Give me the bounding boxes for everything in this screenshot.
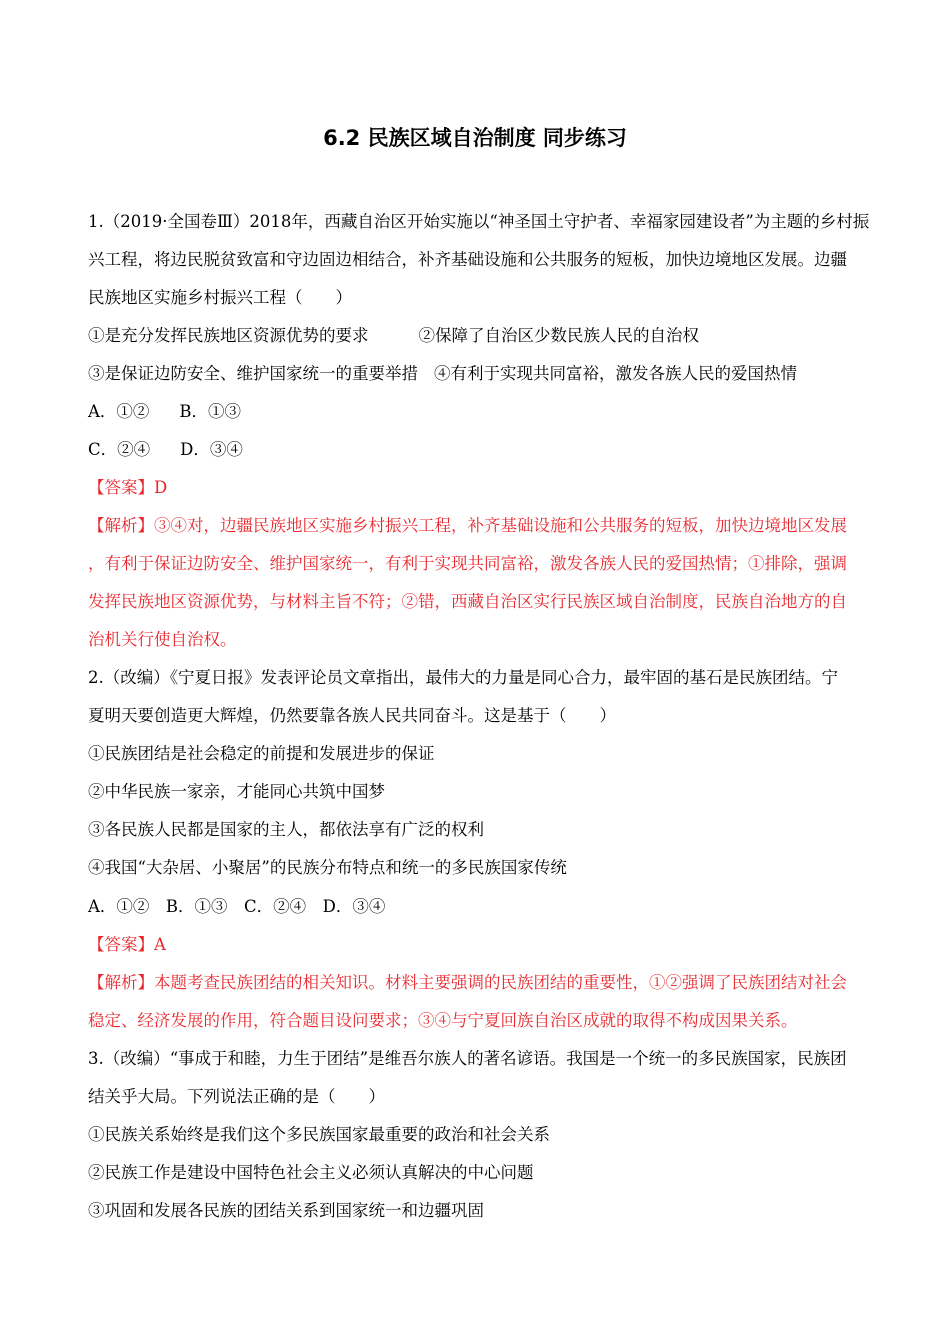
q1-answer-value: D xyxy=(154,478,168,497)
q1-stem-line-2: 兴工程，将边民脱贫致富和守边固边相结合，补齐基础设施和公共服务的短板，加快边境地区发展。边疆 xyxy=(88,250,847,269)
page-title: 6.2 民族区域自治制度 同步练习 xyxy=(323,126,627,150)
q1-option-2: ②保障了自治区少数民族人民的自治权 xyxy=(418,326,699,345)
q1-answer xyxy=(88,478,167,498)
q1-stem-line-1: 1.（2019·全国卷Ⅲ）2018年，西藏自治区开始实施以“神圣国土守护者、幸福家园建设者”为主题的乡村振 xyxy=(88,212,870,231)
q2-option-2: ②中华民族一家亲，才能同心共筑中国梦 xyxy=(88,782,385,801)
q2-analysis-line-1 xyxy=(88,973,847,993)
q3-option-3: ③巩固和发展各民族的团结关系到国家统一和边疆巩固 xyxy=(88,1201,484,1220)
q1-stem-line-3: 民族地区实施乡村振兴工程（ ） xyxy=(88,288,352,307)
q1-option-row-2 xyxy=(88,364,797,384)
q1-option-3: ③是保证边防安全、维护国家统一的重要举措 xyxy=(88,364,418,383)
q2-stem-line-2: 夏明天要创造更大辉煌，仍然要靠各族人民共同奋斗。这是基于（ ） xyxy=(88,706,616,725)
q3-option-2: ②民族工作是建设中国特色社会主义必须认真解决的中心问题 xyxy=(88,1163,534,1182)
q1-choice-row-2 xyxy=(88,440,243,460)
q2-answer-label: 【答案】 xyxy=(88,935,154,954)
q1-analysis-line-2: ，有利于保证边防安全、维护国家统一，有利于实现共同富裕，激发各族人民的爱国热情；①排除，强调 xyxy=(88,554,847,573)
q2-option-3: ③各民族人民都是国家的主人，都依法享有广泛的权利 xyxy=(88,820,484,839)
q1-analysis-label: 【解析】 xyxy=(88,516,154,535)
q2-stem-line-1: 2.（改编）《宁夏日报》发表评论员文章指出，最伟大的力量是同心合力，最牢固的基石是民族团结。宁 xyxy=(88,668,838,687)
q1-analysis-line-4: 治机关行使自治权。 xyxy=(88,630,237,649)
q2-answer-value: A xyxy=(154,935,166,954)
q2-analysis-label: 【解析】 xyxy=(88,973,154,992)
q3-stem-line-1: 3.（改编）“事成于和睦，力生于团结”是维吾尔族人的著名谚语。我国是一个统一的多民族国家，民族团 xyxy=(88,1049,847,1068)
q1-analysis-text-1: ③④对，边疆民族地区实施乡村振兴工程，补齐基础设施和公共服务的短板，加快边境地区发展 xyxy=(154,516,847,535)
q1-option-4: ④有利于实现共同富裕，激发各族人民的爱国热情 xyxy=(434,364,797,383)
q1-option-row-1 xyxy=(88,326,699,346)
q2-option-4: ④我国“大杂居、小聚居”的民族分布特点和统一的多民族国家传统 xyxy=(88,858,567,877)
q1-option-1: ①是充分发挥民族地区资源优势的要求 xyxy=(88,326,369,345)
q1-choice-row-1 xyxy=(88,402,241,422)
q2-analysis-text-1: 本题考查民族团结的相关知识。材料主要强调的民族团结的重要性，①②强调了民族团结对社会 xyxy=(154,973,847,992)
q1-analysis-line-3: 发挥民族地区资源优势，与材料主旨不符；②错，西藏自治区实行民族区域自治制度，民族自治地方的自 xyxy=(88,592,847,611)
q3-option-1: ①民族关系始终是我们这个多民族国家最重要的政治和社会关系 xyxy=(88,1125,550,1144)
q2-choices: A．①② B．①③ C．②④ D．③④ xyxy=(88,897,386,916)
q2-answer xyxy=(88,935,166,955)
q1-analysis-line-1 xyxy=(88,516,847,536)
q1-choice-a: A．①② xyxy=(88,402,150,421)
q1-choice-c: C．②④ xyxy=(88,440,151,459)
q1-choice-b: B．①③ xyxy=(179,402,242,421)
q1-answer-label: 【答案】 xyxy=(88,478,154,497)
q3-stem-line-2: 结关乎大局。下列说法正确的是（ ） xyxy=(88,1087,385,1106)
q2-analysis-line-2: 稳定、经济发展的作用，符合题目设问要求；③④与宁夏回族自治区成就的取得不构成因果关系。 xyxy=(88,1011,798,1030)
q2-option-1: ①民族团结是社会稳定的前提和发展进步的保证 xyxy=(88,744,435,763)
q1-choice-d: D．③④ xyxy=(180,440,243,459)
